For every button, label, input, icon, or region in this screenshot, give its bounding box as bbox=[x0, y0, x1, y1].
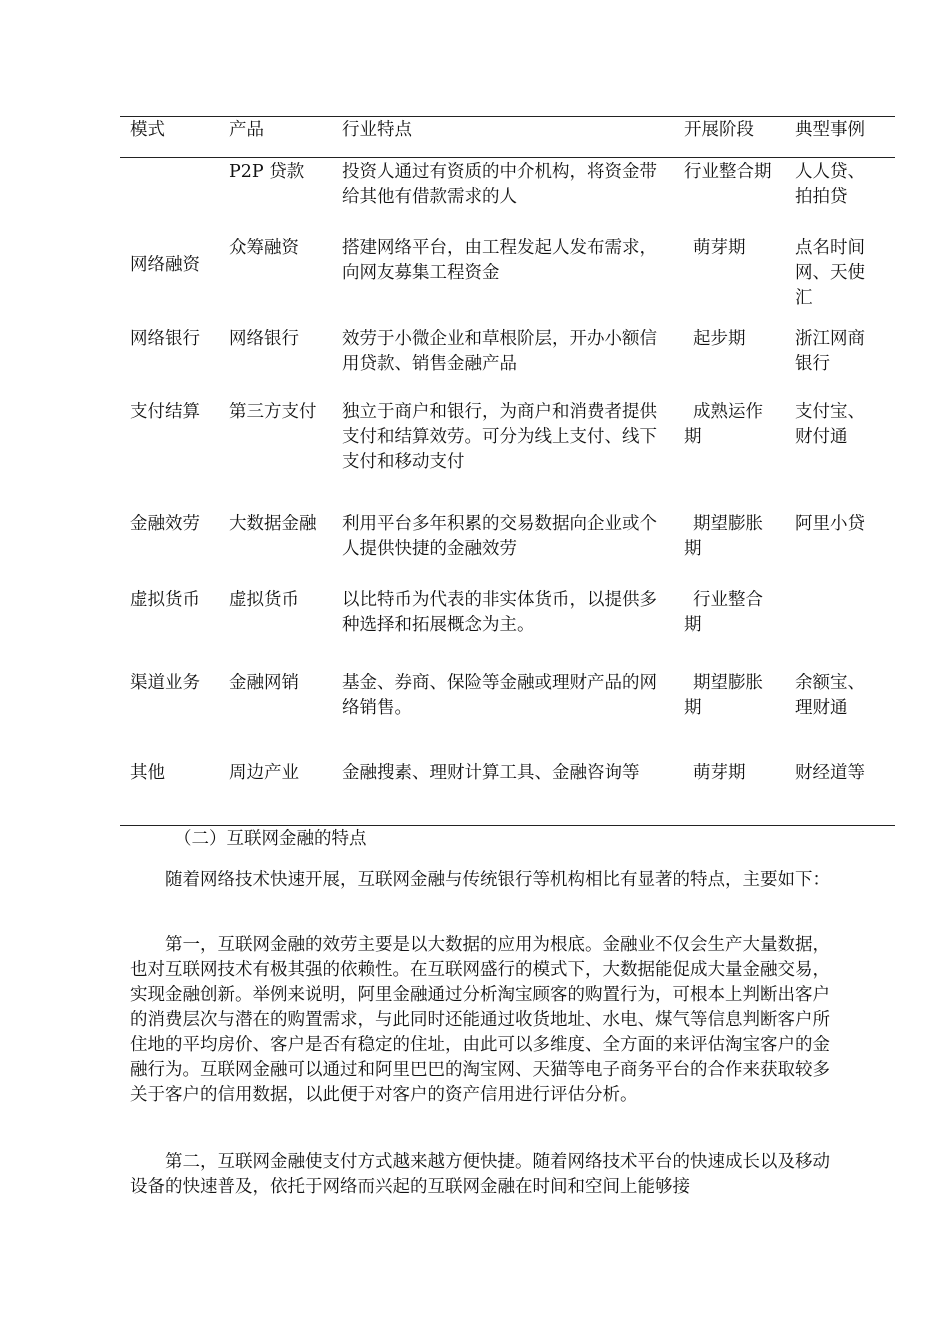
table-header-example: 典型事例 bbox=[795, 120, 865, 140]
table-cell-mode: 网络融资 bbox=[130, 255, 200, 275]
table-cell-mode: 其他 bbox=[130, 763, 165, 783]
table-header-product: 产品 bbox=[229, 120, 264, 140]
table-cell-product: 第三方支付 bbox=[229, 402, 317, 422]
table-cell-stage: 行业整合期 bbox=[684, 590, 763, 635]
table-header-rule bbox=[120, 157, 895, 158]
table-cell-example: 余额宝、理财通 bbox=[795, 673, 865, 718]
table-cell-feature: 独立于商户和银行，为商户和消费者提供支付和结算效劳。可分为线上支付、线下支付和移动支付 bbox=[342, 402, 657, 472]
table-header-mode: 模式 bbox=[130, 120, 165, 140]
table-cell-product: 大数据金融 bbox=[229, 514, 317, 534]
table-header-feature: 行业特点 bbox=[342, 120, 412, 140]
table-cell-product: 众筹融资 bbox=[229, 238, 299, 258]
section-heading: （二）互联网金融的特点 bbox=[174, 829, 367, 849]
table-cell-feature: 搭建网络平台，由工程发起人发布需求，向网友募集工程资金 bbox=[342, 238, 657, 283]
table-cell-stage: 起步期 bbox=[693, 329, 746, 349]
table-cell-mode: 网络银行 bbox=[130, 329, 200, 349]
table-cell-example: 财经道等 bbox=[795, 763, 865, 783]
table-cell-mode: 渠道业务 bbox=[130, 673, 200, 693]
table-cell-stage: 行业整合期 bbox=[684, 162, 772, 182]
table-cell-feature: 以比特币为代表的非实体货币，以提供多种选择和拓展概念为主。 bbox=[342, 590, 657, 635]
table-cell-stage: 期望膨胀期 bbox=[684, 673, 763, 718]
paragraph: 随着网络技术快速开展，互联网金融与传统银行等机构相比有显著的特点，主要如下： bbox=[165, 870, 830, 890]
table-cell-stage: 萌芽期 bbox=[693, 763, 746, 783]
table-cell-feature: 利用平台多年积累的交易数据向企业或个人提供快捷的金融效劳 bbox=[342, 514, 657, 559]
table-cell-mode: 支付结算 bbox=[130, 402, 200, 422]
table-cell-product: 金融网销 bbox=[229, 673, 299, 693]
table-cell-stage: 期望膨胀期 bbox=[684, 514, 763, 559]
table-cell-feature: 效劳于小微企业和草根阶层，开办小额信用贷款、销售金融产品 bbox=[342, 329, 657, 374]
table-cell-example: 阿里小贷 bbox=[795, 514, 865, 534]
table-cell-example: 支付宝、财付通 bbox=[795, 402, 865, 447]
table-cell-example: 人人贷、拍拍贷 bbox=[795, 162, 865, 207]
table-cell-example: 浙江网商银行 bbox=[795, 329, 865, 374]
table-top-rule bbox=[120, 116, 895, 117]
paragraph: 第二，互联网金融使支付方式越来越方便快捷。随着网络技术平台的快速成长以及移动设备的快速普及，依托于网络而兴起的互联网金融在时间和空间上能够接 bbox=[130, 1152, 830, 1197]
table-cell-feature: 投资人通过有资质的中介机构，将资金带给其他有借款需求的人 bbox=[342, 162, 657, 207]
table-cell-example: 点名时间网、天使汇 bbox=[795, 238, 865, 308]
table-cell-feature: 基金、券商、保险等金融或理财产品的网络销售。 bbox=[342, 673, 657, 718]
table-cell-product: P2P 贷款 bbox=[229, 162, 305, 182]
table-cell-product: 周边产业 bbox=[229, 763, 299, 783]
table-cell-stage: 萌芽期 bbox=[693, 238, 746, 258]
table-cell-product: 网络银行 bbox=[229, 329, 299, 349]
table-header-stage: 开展阶段 bbox=[684, 120, 754, 140]
paragraph: 第一，互联网金融的效劳主要是以大数据的应用为根底。金融业不仅会生产大量数据，也对互联网技术有极其强的依赖性。在互联网盛行的模式下，大数据能促成大量金融交易，实现金融创新。举例来说明，阿里金融通过分析淘宝顾客的购置行为，可根本上判断出客户的消费层次与潜在的购置需求，与此同时还能通过收货地址、水电、煤气等信息判断客户所住地的平均房价、客户是否有稳定的住址，由此可以多维度、全方面的来评估淘宝客户的金融行为。互联网金融可以通过和阿里巴巴的淘宝网、天猫等电子商务平台的合作来获取较多关于客户的信用数据，以此便于对客户的资产信用进行评估分析。 bbox=[130, 935, 830, 1105]
table-bottom-rule bbox=[120, 825, 895, 826]
table-cell-mode: 虚拟货币 bbox=[130, 590, 200, 610]
table-cell-stage: 成熟运作期 bbox=[684, 402, 763, 447]
table-cell-feature: 金融搜素、理财计算工具、金融咨询等 bbox=[342, 763, 640, 783]
table-cell-product: 虚拟货币 bbox=[229, 590, 299, 610]
table-cell-mode: 金融效劳 bbox=[130, 514, 200, 534]
